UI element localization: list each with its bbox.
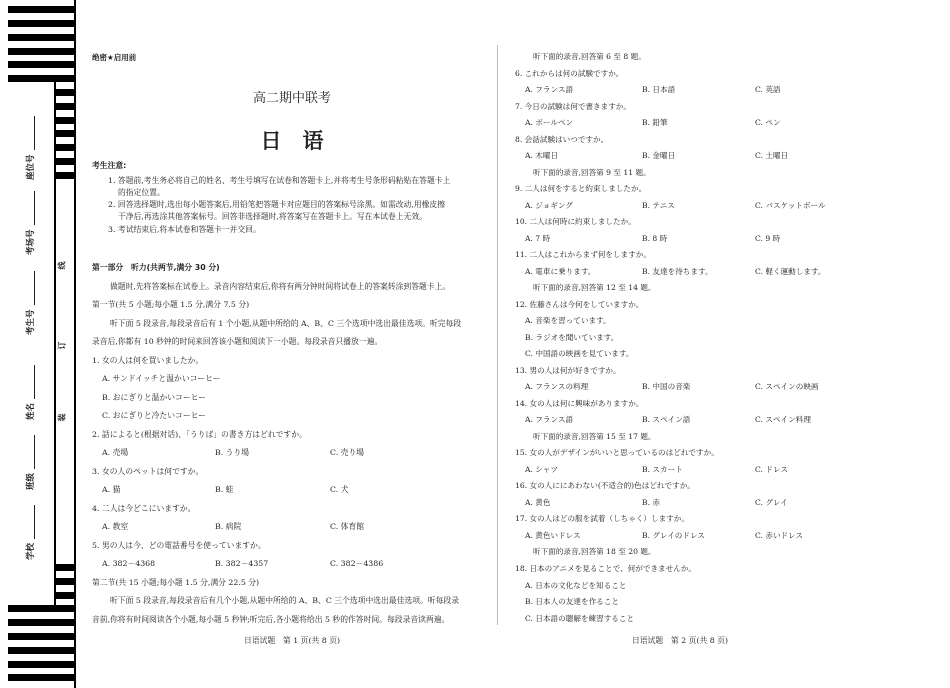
seat-number-field[interactable] xyxy=(24,116,36,180)
subject-title: 日 语 xyxy=(260,129,324,153)
option-b: B. 382－4357 xyxy=(215,559,269,568)
options-row xyxy=(515,264,845,281)
section2-desc: 音前,你将有时间阅读各个小题,每小题 5 秒钟;听完后,各小题将给出 5 秒的作答时间。每段录音读两遍。 xyxy=(92,614,450,624)
margin-stripe xyxy=(55,89,75,96)
field-label: 学校 xyxy=(26,542,36,560)
field-label: 考场号 xyxy=(26,229,36,255)
options-row xyxy=(515,379,845,396)
listen-instruction: 听下面的录音,回答第 18 至 20 题。 xyxy=(533,547,656,557)
section2-heading: 第二节(共 15 小题;每小题 1.5 分,满分 22.5 分) xyxy=(92,577,260,587)
question-4: 4. 二人は今どこにいますか。 xyxy=(92,503,196,513)
margin-stripe xyxy=(8,6,75,13)
option-a: A. サンドイッチと温かいコーヒー xyxy=(102,374,221,383)
margin-stripe xyxy=(8,34,75,41)
options-row xyxy=(515,495,845,512)
options-row xyxy=(515,115,845,132)
listen-instruction: 听下面的录音,回答第 9 至 11 题。 xyxy=(533,167,651,177)
option-c: C. 売り場 xyxy=(330,448,365,457)
options-row xyxy=(515,148,845,165)
option-a: A. フランス語 xyxy=(525,415,574,425)
margin-stripe xyxy=(8,619,75,626)
page-footer: 日语试题 第 2 页(共 8 页) xyxy=(631,636,729,645)
option-c: C. 土曜日 xyxy=(755,151,789,161)
option-b: B. 蛙 xyxy=(215,485,234,494)
option-a: A. フランス語 xyxy=(525,85,574,95)
listen-instruction: 听下面的录音,回答第 15 至 17 题。 xyxy=(533,431,656,441)
class-field[interactable] xyxy=(24,435,36,490)
field-label: 座位号 xyxy=(26,154,36,180)
field-underline xyxy=(26,271,35,305)
option-c: C. ペン xyxy=(755,118,781,128)
question-15: 15. 女の人がデザインがいいと思っているのはどれですか。 xyxy=(515,448,719,458)
listen-instruction: 听下面的录音,回答第 6 至 8 题。 xyxy=(533,52,646,61)
option-c: C. 中国語の映画を見ています。 xyxy=(525,349,634,359)
option-b: B. 友達を待ちます。 xyxy=(642,266,713,276)
margin-stripe xyxy=(55,172,75,179)
question-8: 8. 会話試験はいつですか。 xyxy=(515,134,609,144)
question-6: 6. これからは何の試験ですか。 xyxy=(515,68,624,78)
option-b: B. 鉛筆 xyxy=(642,118,668,128)
margin-stripe xyxy=(8,647,75,654)
questions-6-18 xyxy=(515,49,845,627)
question-16: 16. 女の人ににあわない(不适合的)色はどれですか。 xyxy=(515,481,695,491)
option-a: A. 黄色 xyxy=(525,497,551,507)
notice-item: 的指定位置。 xyxy=(118,188,165,197)
section1-desc: 听下面 5 段录音,每段录音后有 1 个小题,从题中所给的 A、B、C 三个选项中选出最佳选项。听完每段 xyxy=(110,318,462,328)
option-b: B. 日本語 xyxy=(642,85,676,95)
option-a: A. 382－4368 xyxy=(102,559,156,568)
margin-stripe xyxy=(8,633,75,640)
option-a: A. ボールペン xyxy=(525,118,574,128)
option-a: A. 黄色いドレス xyxy=(525,530,581,540)
page-footer: 日语试题 第 1 页(共 8 页) xyxy=(243,636,341,645)
options-row xyxy=(515,198,845,215)
margin-stripe xyxy=(55,144,75,151)
option-c: C. おにぎりと冷たいコーヒー xyxy=(102,411,206,420)
student-info-fields xyxy=(24,100,40,580)
margin-stripe xyxy=(8,20,75,27)
option-a: A. 電車に乗ります。 xyxy=(525,266,596,276)
option-c: C. 日本語の聴解を練習すること xyxy=(525,613,635,623)
exam-name: 高二期中联考 xyxy=(252,91,331,106)
binding-label-bind: 装 xyxy=(57,413,67,422)
options-row xyxy=(515,528,845,545)
field-underline xyxy=(26,191,35,225)
option-c: C. グレイ xyxy=(755,497,788,507)
notice-item: 1. 答题前,考生务必将自己的姓名、考生号填写在试卷和答题卡上,并将考生号条形码粘贴在答题卡上 xyxy=(108,176,451,185)
option-c: C. バスケットボール xyxy=(755,200,826,210)
option-a: A. 教室 xyxy=(102,522,129,531)
listening-part xyxy=(92,259,492,629)
name-field[interactable] xyxy=(24,365,36,420)
option-c: C. 赤いドレス xyxy=(755,530,804,540)
field-label: 姓名 xyxy=(26,402,36,420)
question-14: 14. 女の人は何に興味がありますか。 xyxy=(515,398,644,408)
notice-item: 干净后,再选涂其他答案标号。回答非选择题时,将答案写在答题卡上。写在本试卷上无效。 xyxy=(118,212,428,221)
margin-stripe xyxy=(8,61,75,68)
option-a: A. フランスの料理 xyxy=(525,382,589,392)
notice-title: 考生注意: xyxy=(92,161,127,170)
field-underline xyxy=(26,365,35,399)
notice-item: 3. 考试结束后,将本试卷和答题卡一并交回。 xyxy=(108,225,261,234)
option-b: B. グレイのドレス xyxy=(642,530,705,540)
options-row xyxy=(92,444,492,463)
question-1: 1. 女の人は何を買いましたか。 xyxy=(92,355,204,365)
option-a: A. ジョギング xyxy=(525,200,573,210)
margin-stripe xyxy=(55,564,75,571)
page-divider xyxy=(497,45,498,625)
margin-stripe xyxy=(55,592,75,599)
margin-stripe xyxy=(55,578,75,585)
listen-instruction: 听下面的录音,回答第 12 至 14 题。 xyxy=(533,283,656,293)
field-label: 考生号 xyxy=(26,309,36,335)
options-row xyxy=(92,555,492,574)
instructions: 做题时,先将答案标在试卷上。录音内容结束后,你将有两分钟时间将试卷上的答案转涂到答题卡上。 xyxy=(110,281,451,291)
section1-heading: 第一节(共 5 小题;每小题 1.5 分,满分 7.5 分) xyxy=(92,300,250,309)
margin-stripe xyxy=(8,661,75,668)
option-c: C. 英語 xyxy=(755,85,781,95)
options-row xyxy=(515,82,845,99)
option-a: A. 売場 xyxy=(102,448,129,457)
question-2: 2. 話によると(根据对话)、「うりば」の書き方はどれですか。 xyxy=(92,429,307,439)
margin-stripe xyxy=(55,103,75,110)
margin-stripe xyxy=(8,674,75,681)
margin-stripe xyxy=(8,75,75,82)
part1-heading: 第一部分 听力(共两节,满分 30 分) xyxy=(92,263,220,272)
option-c: C. 犬 xyxy=(330,485,349,494)
question-10: 10. 二人は何時に約束しましたか。 xyxy=(515,217,636,227)
question-13: 13. 男の人は何が好きですか。 xyxy=(515,365,621,375)
student-number-field[interactable] xyxy=(24,271,36,335)
exam-room-field[interactable] xyxy=(24,191,36,255)
options-row xyxy=(515,412,845,429)
option-a: A. 木曜日 xyxy=(525,151,559,161)
option-b: B. うり場 xyxy=(215,448,250,457)
option-b: B. 8 時 xyxy=(642,233,668,243)
margin-stripe xyxy=(8,48,75,55)
option-b: B. 病院 xyxy=(215,522,242,531)
question-7: 7. 今日の試験は何で書きますか。 xyxy=(515,101,631,111)
margin-stripe xyxy=(55,117,75,124)
margin-stripe xyxy=(55,158,75,165)
option-a: A. 日本の文化などを知ること xyxy=(525,580,627,590)
option-b: B. 日本人の友達を作ること xyxy=(525,597,619,607)
notice-item: 2. 回答选择题时,选出每小题答案后,用铅笔把答题卡对应题目的答案标号涂黑。如需改动,用橡皮擦 xyxy=(108,200,446,209)
school-field[interactable] xyxy=(24,505,36,560)
options-row xyxy=(515,462,845,479)
question-12: 12. 佐藤さんは今何をしていますか。 xyxy=(515,299,644,309)
option-a: A. 7 時 xyxy=(525,233,551,243)
option-a: A. 音楽を習っています。 xyxy=(525,316,611,326)
field-label: 班级 xyxy=(26,472,36,490)
option-c: C. スペインの映画 xyxy=(755,382,819,392)
field-underline xyxy=(26,505,35,539)
option-c: C. 9 時 xyxy=(755,233,781,243)
option-c: C. 体育館 xyxy=(330,522,365,531)
options-row xyxy=(92,518,492,537)
options-row xyxy=(515,231,845,248)
option-b: B. おにぎりと温かいコーヒー xyxy=(102,392,206,402)
option-b: B. 赤 xyxy=(642,497,661,507)
section2-desc: 听下面 5 段录音,每段录音后有几个小题,从题中所给的 A、B、C 三个选项中选出最佳选项。听每段录 xyxy=(110,596,460,605)
question-18: 18. 日本のアニメを見ることで、何ができませんか。 xyxy=(515,563,697,573)
question-5: 5. 男の人は今、どの電話番号を使っていますか。 xyxy=(92,540,266,550)
margin-stripe xyxy=(55,130,75,137)
option-a: A. シャツ xyxy=(525,464,558,474)
question-17: 17. 女の人はどの服を試着（しちゃく）しますか。 xyxy=(515,514,689,524)
binding-label-staple: 订 xyxy=(57,341,67,350)
option-a: A. 猫 xyxy=(102,485,121,494)
option-b: B. スカート xyxy=(642,464,683,474)
option-c: C. ドレス xyxy=(755,464,788,474)
option-c: C. スペイン料理 xyxy=(755,415,811,425)
option-b: B. 金曜日 xyxy=(642,151,676,161)
option-c: C. 382－4386 xyxy=(330,559,384,568)
binding-label-line: 线 xyxy=(57,261,67,270)
section1-desc: 录音后,你都有 10 秒钟的时间来回答该小题和阅读下一小题。每段录音只播放一遍。 xyxy=(92,337,383,346)
option-c: C. 軽く運動します。 xyxy=(755,266,826,276)
option-b: B. スペイン語 xyxy=(642,415,691,425)
margin-stripe xyxy=(8,605,75,612)
binding-line xyxy=(54,81,56,605)
question-3: 3. 女の人のペットは何ですか。 xyxy=(92,466,204,476)
question-11: 11. 二人はこれからまず何をしますか。 xyxy=(515,250,651,260)
options-row xyxy=(92,481,492,500)
field-underline xyxy=(26,435,35,469)
question-9: 9. 二人は何をすると約束しましたか。 xyxy=(515,184,647,194)
option-b: B. テニス xyxy=(642,200,675,210)
option-b: B. ラジオを聞いています。 xyxy=(525,332,619,342)
confidential-mark: 绝密★启用前 xyxy=(92,53,137,62)
field-underline xyxy=(26,116,35,150)
option-b: B. 中国の音楽 xyxy=(642,382,691,392)
